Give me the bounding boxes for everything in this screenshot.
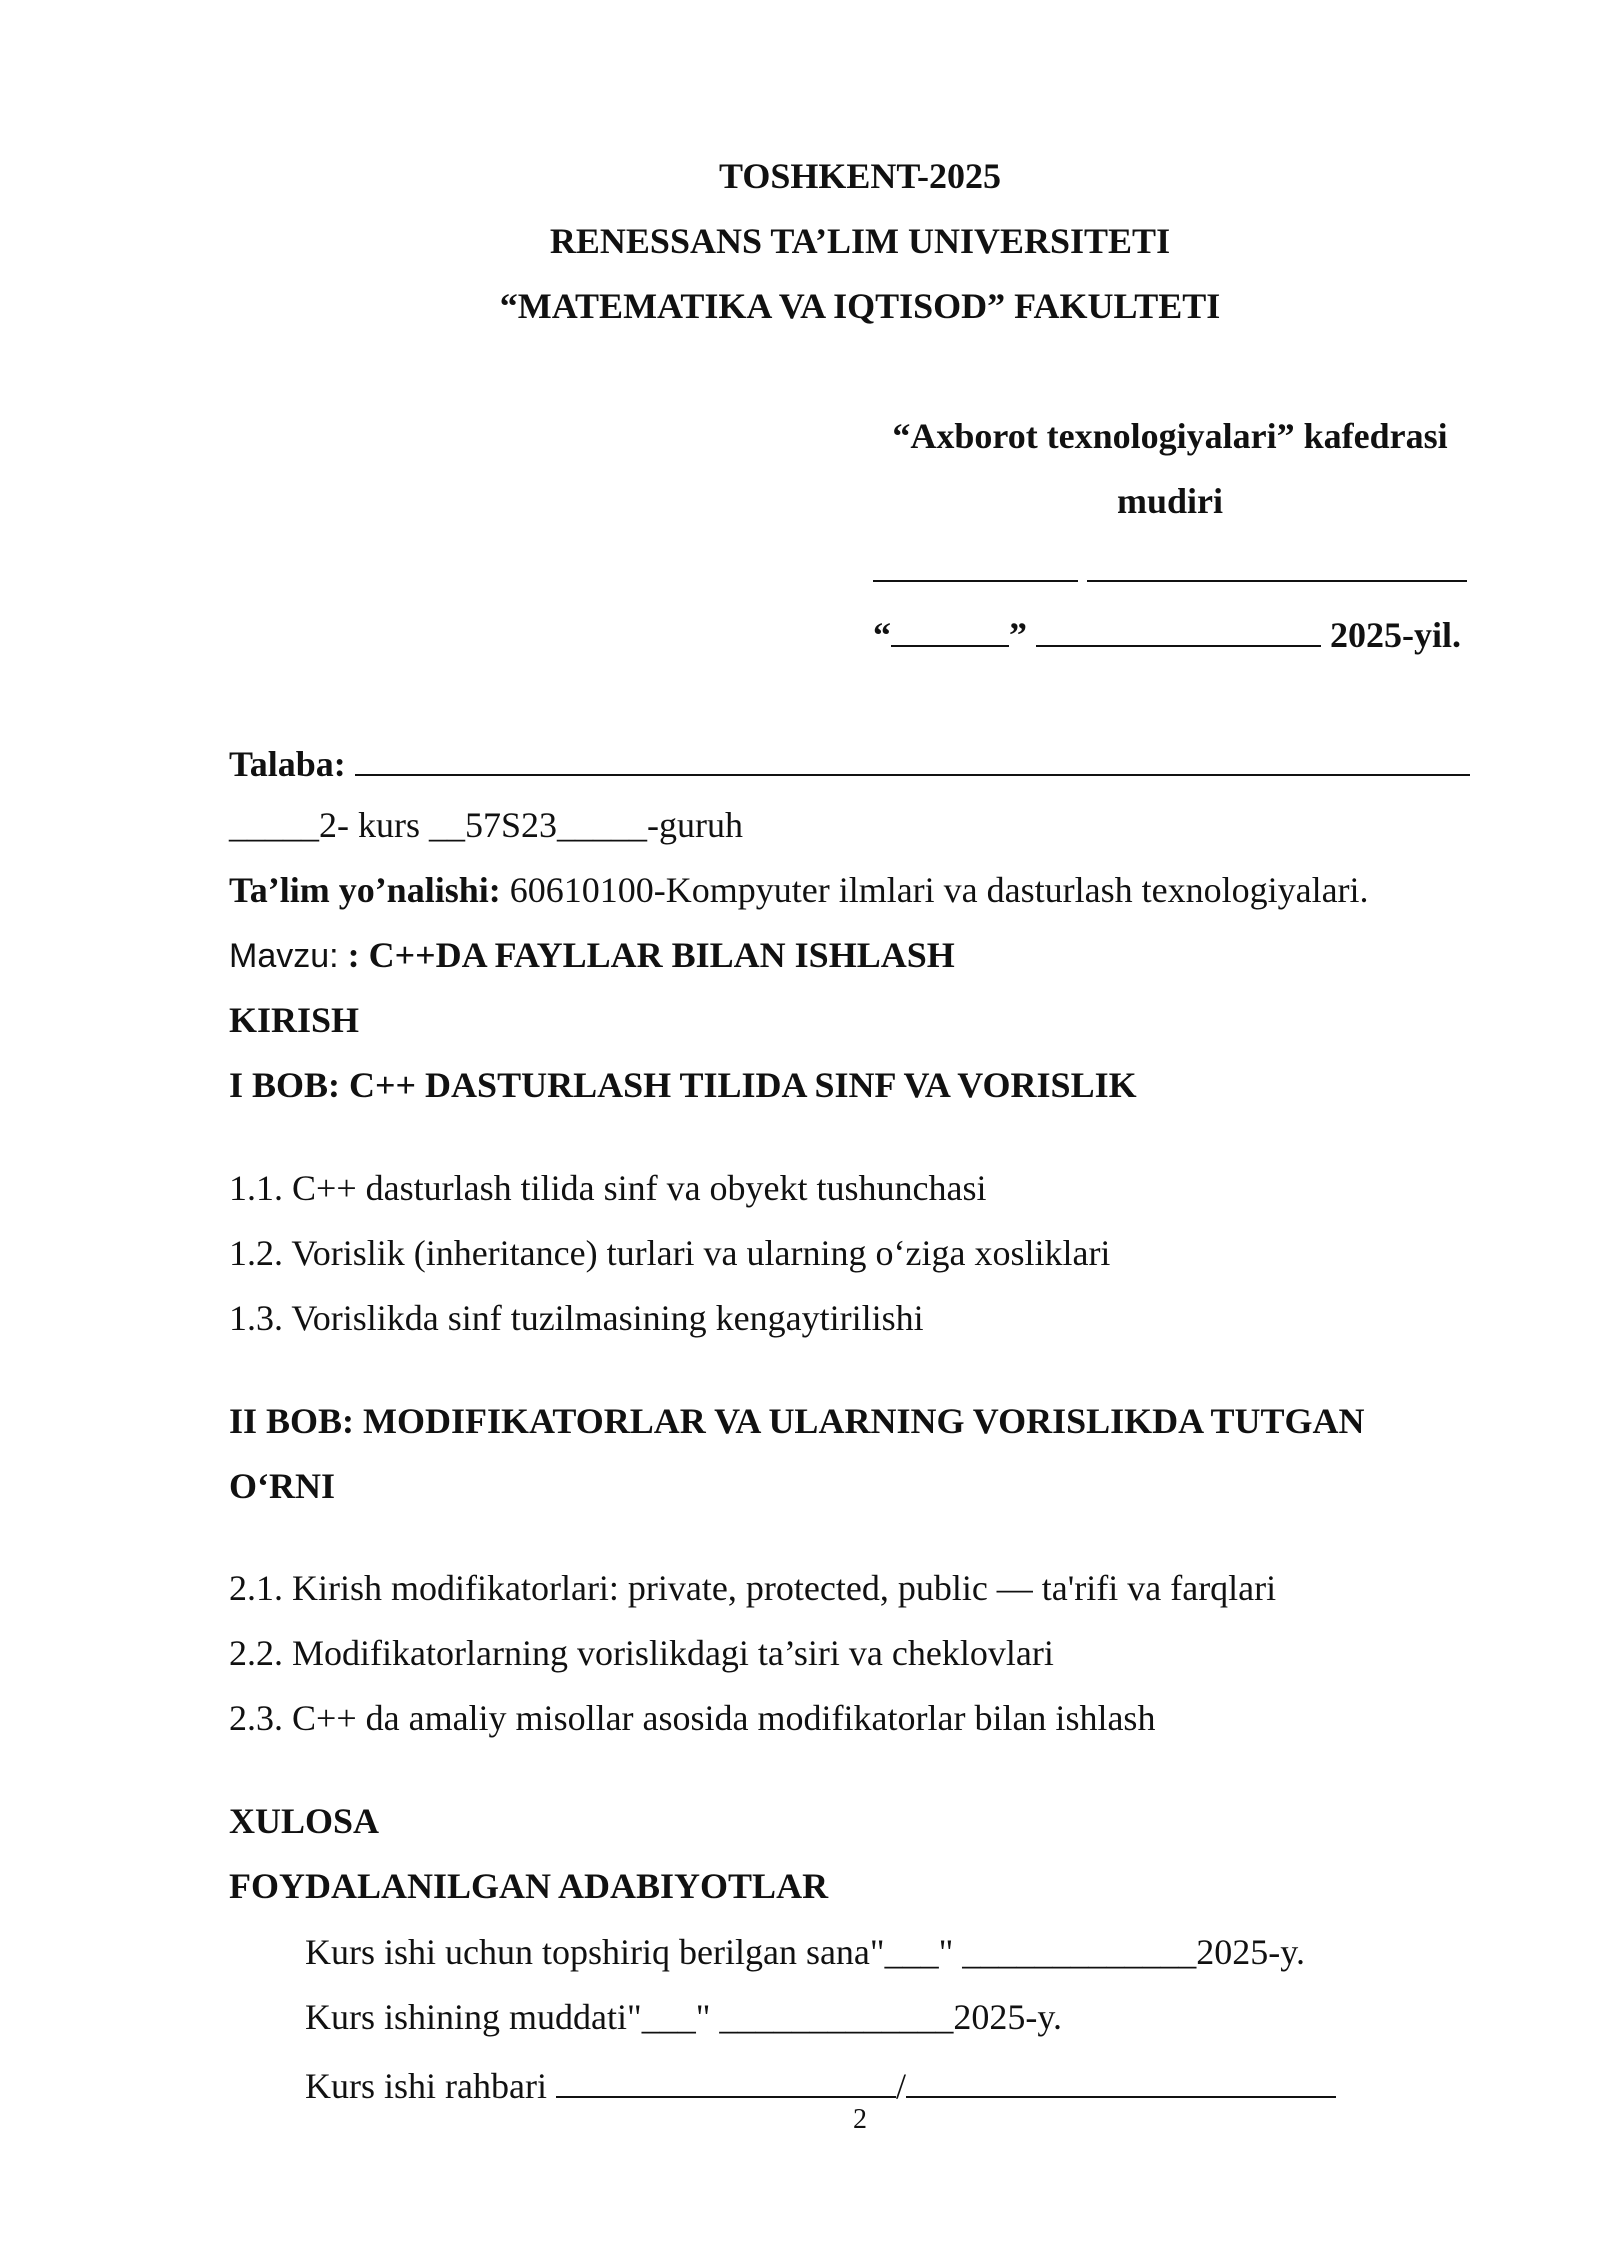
month-blank: [1036, 609, 1321, 647]
quote-close: ”: [1009, 615, 1027, 655]
chapter1-heading: I BOB: C++ DASTURLASH TILIDA SINF VA VORISLIK: [229, 1065, 1137, 1105]
signature-blank: [873, 544, 1078, 582]
day-blank: [891, 609, 1009, 647]
topic-line: [229, 933, 955, 978]
section-2-1: 2.1. Kirish modifikatorlari: private, protected, public — ta'rifi va farqlari: [229, 1568, 1277, 1608]
supervisor-name-blank: [556, 2060, 896, 2098]
quote-open: “: [873, 615, 891, 655]
references-heading: FOYDALANILGAN ADABIYOTLAR: [229, 1866, 829, 1906]
approval-year: 2025-yil.: [1330, 615, 1461, 655]
student-line: [229, 738, 1470, 786]
topic-value: : C++DA FAYLLAR BILAN ISHLASH: [338, 935, 955, 975]
department-head: mudiri: [1116, 481, 1223, 521]
supervisor-separator: /: [895, 2066, 906, 2106]
page-number: 2: [853, 2104, 867, 2135]
section-2-2: 2.2. Modifikatorlarning vorislikdagi ta’siri va cheklovlari: [229, 1633, 1054, 1673]
course-group: 2- kurs __57S23_____-guruh: [319, 805, 743, 845]
chapter2-heading-cont: O‘RNI: [229, 1466, 335, 1506]
department-title: “Axborot texnologiyalari” kafedrasi: [892, 416, 1448, 456]
name-blank: [1087, 544, 1467, 582]
supervisor-label: Kurs ishi rahbari: [305, 2066, 556, 2106]
assignment-date-line: Kurs ishi uchun topshiriq berilgan sana"___" _____________2025-y.: [305, 1932, 1305, 1972]
direction-line: [229, 868, 1369, 912]
conclusion-heading: XULOSA: [229, 1801, 380, 1841]
course-group-line: [229, 803, 743, 847]
signature-line: [873, 544, 1467, 592]
topic-label: Mavzu:: [229, 937, 339, 975]
deadline-line: Kurs ishining muddati"___" _____________2025-y.: [305, 1997, 1063, 2037]
course-prefix: _____: [229, 805, 319, 845]
chapter2-heading: II BOB: MODIFIKATORLAR VA ULARNING VORISLIKDA TUTGAN: [229, 1401, 1365, 1441]
section-1-1: 1.1. C++ dasturlash tilida sinf va obyekt tushunchasi: [229, 1168, 987, 1208]
student-label: Talaba:: [229, 744, 346, 784]
city-year: TOSHKENT-2025: [718, 156, 1002, 196]
student-name-blank: [355, 738, 1470, 776]
section-1-3: 1.3. Vorislikda sinf tuzilmasining kengaytirilishi: [229, 1298, 924, 1338]
supervisor-line: [305, 2060, 1336, 2108]
section-1-2: 1.2. Vorislik (inheritance) turlari va ularning o‘ziga xosliklari: [229, 1233, 1111, 1273]
approval-date-line: [873, 609, 1461, 657]
direction-value: 60610100-Kompyuter ilmlari va dasturlash texnologiyalari.: [500, 870, 1369, 910]
faculty-name: “MATEMATIKA VA IQTISOD” FAKULTETI: [499, 286, 1221, 326]
university-name: RENESSANS TA’LIM UNIVERSITETI: [549, 221, 1171, 261]
section-2-3: 2.3. C++ da amaliy misollar asosida modifikatorlar bilan ishlash: [229, 1698, 1156, 1738]
supervisor-signature-blank: [906, 2060, 1336, 2098]
direction-label: Ta’lim yo’nalishi:: [229, 870, 501, 910]
intro-heading: KIRISH: [229, 1000, 360, 1040]
